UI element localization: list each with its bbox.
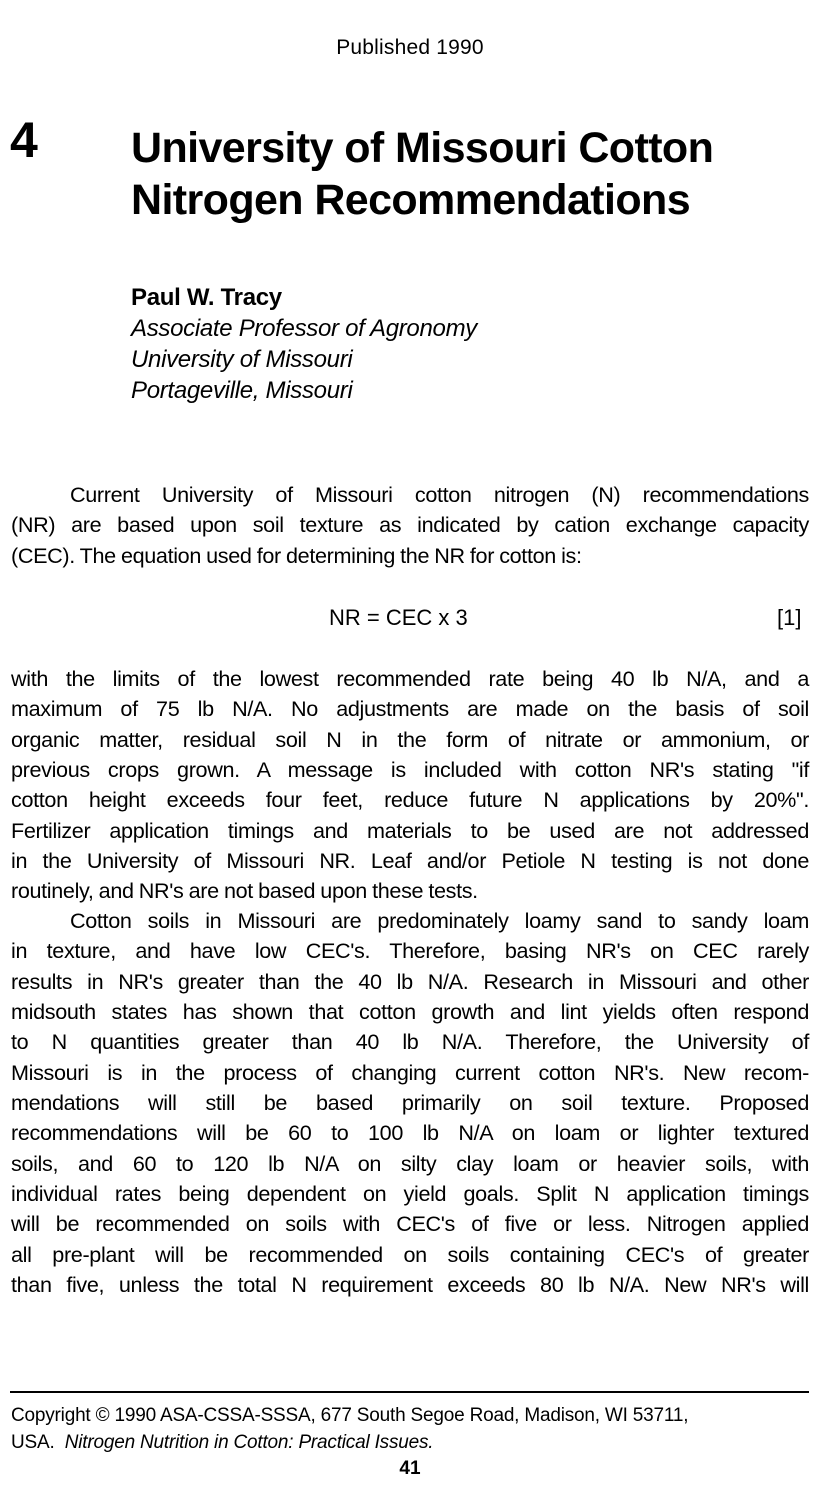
author-affiliation-line: University of Missouri — [131, 346, 353, 373]
paragraph-line: Current University of Missouri cotton nitrogen (N) recommendations — [70, 482, 809, 507]
copyright-footnote — [11, 1402, 809, 1456]
paragraph-line: with the limits of the lowest recommended rate being 40 lb N/A, and a — [11, 666, 809, 691]
body-paragraph-3 — [11, 906, 809, 1300]
paragraph-line: midsouth states has shown that cotton growth and lint yields often respond — [11, 999, 809, 1025]
paragraph-line: than five, unless the total N requirement exceeds 80 lb N/A. New NR's will — [11, 1272, 809, 1298]
copyright-country: USA. — [11, 1432, 55, 1453]
paragraph-line: in texture, and have low CEC's. Therefore, basing NR's on CEC rarely — [11, 938, 809, 964]
copyright-line: Copyright © 1990 ASA-CSSA-SSSA, 677 South Segoe Road, Madison, WI 53711, — [11, 1405, 689, 1426]
publication-year-header: Published 1990 — [336, 36, 484, 59]
author-affiliation-line: Portageville, Missouri — [131, 377, 353, 404]
paragraph-line: cotton height exceeds four feet, reduce future N applications by 20%". — [11, 787, 809, 813]
paragraph-line: (NR) are based upon soil texture as indicated by cation exchange capacity — [11, 512, 809, 538]
paragraph-line: Missouri is in the process of changing current cotton NR's. New recom- — [11, 1059, 809, 1085]
author-affiliation-line: Associate Professor of Agronomy — [131, 315, 477, 342]
body-paragraph-1 — [11, 480, 809, 571]
footnote-divider — [10, 1391, 809, 1393]
paragraph-line: soils, and 60 to 120 lb N/A on silty clay loam or heavier soils, with — [11, 1150, 809, 1176]
paragraph-line: all pre-plant will be recommended on soils containing CEC's of greater — [11, 1241, 809, 1267]
chapter-title-line: Nitrogen Recommendations — [131, 176, 691, 224]
paragraph-line: previous crops grown. A message is included with cotton NR's stating "if — [11, 757, 809, 783]
author-block — [131, 282, 477, 406]
paragraph-line: in the University of Missouri NR. Leaf and/or Petiole N testing is not done — [11, 848, 809, 874]
paragraph-line: routinely, and NR's are not based upon these tests. — [11, 878, 478, 904]
paragraph-line: to N quantities greater than 40 lb N/A. Therefore, the University of — [11, 1029, 809, 1055]
paragraph-line: Fertilizer application timings and materials to be used are not addressed — [11, 817, 809, 843]
book-title: Nitrogen Nutrition in Cotton: Practical Issues. — [64, 1432, 434, 1453]
chapter-title-line: University of Missouri Cotton — [131, 124, 714, 172]
page-number: 41 — [399, 1458, 421, 1479]
chapter-title — [131, 122, 791, 226]
paragraph-line: individual rates being dependent on yield goals. Split N application timings — [11, 1181, 809, 1207]
paragraph-line: (CEC). The equation used for determining the NR for cotton is: — [11, 542, 582, 568]
paragraph-line: maximum of 75 lb N/A. No adjustments are made on the basis of soil — [11, 696, 809, 722]
paragraph-line: will be recommended on soils with CEC's of five or less. Nitrogen applied — [11, 1211, 809, 1237]
equation-text: NR = CEC x 3 — [329, 605, 468, 630]
equation-number: [1] — [777, 605, 802, 630]
paragraph-line: recommendations will be 60 to 100 lb N/A on loam or lighter textured — [11, 1120, 809, 1146]
body-paragraph-2 — [11, 664, 809, 907]
paragraph-line: mendations will still be based primarily on soil texture. Proposed — [11, 1090, 809, 1116]
paragraph-line: Cotton soils in Missouri are predominately loamy sand to sandy loam — [70, 908, 809, 933]
paragraph-line: organic matter, residual soil N in the form of nitrate or ammonium, or — [11, 726, 809, 752]
copyright-line-2 — [11, 1429, 809, 1456]
author-name: Paul W. Tracy — [131, 284, 282, 311]
paragraph-line: results in NR's greater than the 40 lb N/A. Research in Missouri and other — [11, 968, 809, 994]
chapter-number: 4 — [10, 112, 38, 168]
